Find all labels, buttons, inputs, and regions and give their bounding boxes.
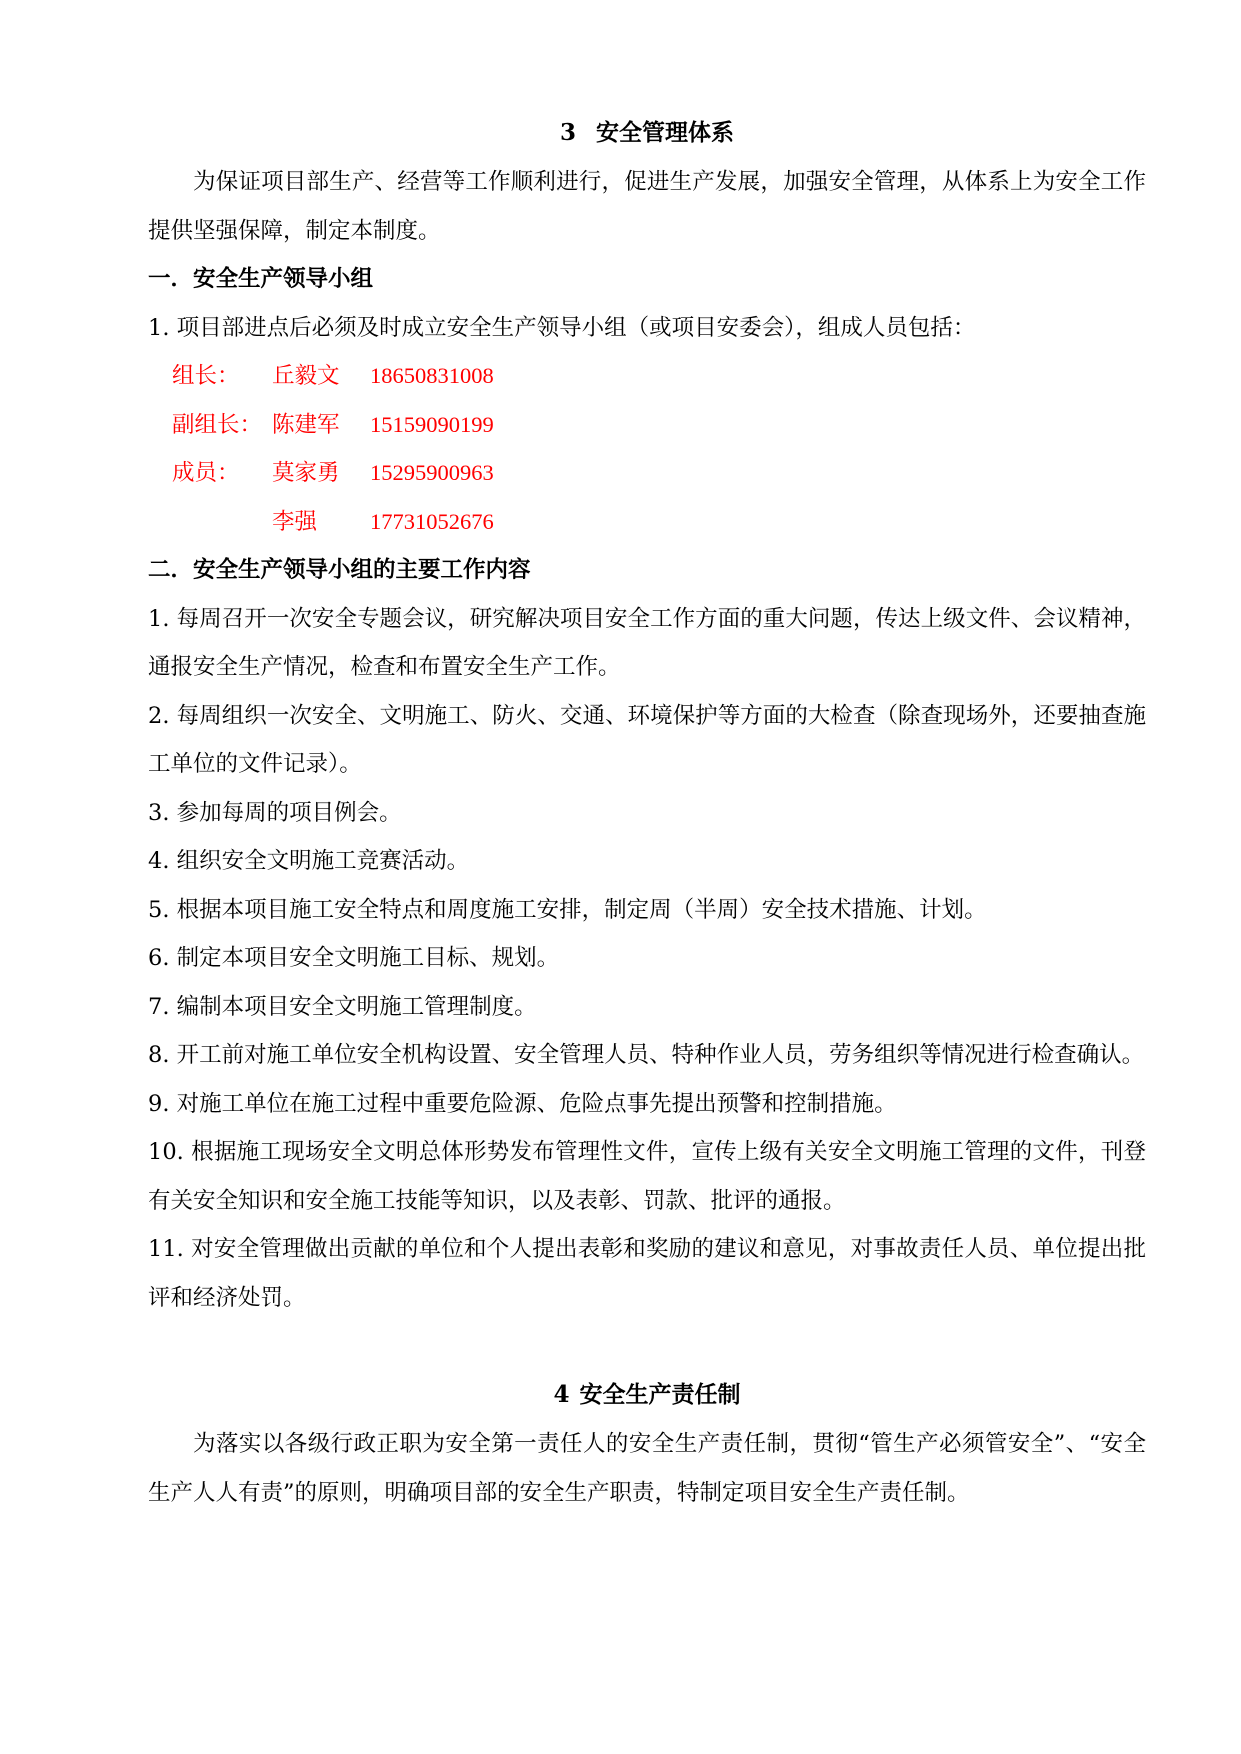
member-row: [148, 449, 1146, 498]
leadership-item-1: 1. 项目部进点后必须及时成立安全生产领导小组（或项目安委会），组成人员包括：: [148, 314, 976, 341]
member-phone: 15295900963: [370, 460, 494, 485]
member-phone: 18650831008: [370, 363, 494, 388]
section-4-number: 4: [553, 1381, 570, 1408]
section-4-intro: 为落实以各级行政正职为安全第一责任人的安全生产责任制，贯彻“管生产必须管安全”、“安全生产人人有责”的原则，明确项目部的安全生产职责，特制定项目安全生产责任制。: [148, 1431, 1146, 1506]
member-role: 副组长：: [172, 411, 263, 438]
duty-item-2: 2. 每周组织一次安全、文明施工、防火、交通、环境保护等方面的大检查（除查现场外，还要抽查施工单位的文件记录）。: [148, 702, 1146, 777]
section-3-title: [148, 108, 1146, 158]
section-4-title-text: 安全生产责任制: [579, 1381, 741, 1408]
duty-item-3: 3. 参加每周的项目例会。: [148, 799, 402, 826]
duty-item-9: 9. 对施工单位在施工过程中重要危险源、危险点事先提出预警和控制措施。: [148, 1090, 897, 1117]
member-role: 成员：: [172, 460, 240, 486]
heading-leadership-group: 一．安全生产领导小组: [148, 266, 374, 292]
duty-item-4: 4. 组织安全文明施工竞赛活动。: [148, 848, 470, 874]
member-name: 陈建军: [272, 411, 340, 438]
member-phone: 15159090199: [370, 411, 494, 437]
duty-item-7: 7. 编制本项目安全文明施工管理制度。: [148, 993, 537, 1020]
member-name: 丘毅文: [272, 363, 340, 389]
member-list: [148, 352, 1146, 546]
duty-item-10: 10. 根据施工现场安全文明总体形势发布管理性文件，宣传上级有关安全文明施工管理的文件，刊登有关安全知识和安全施工技能等知识，以及表彰、罚款、批评的通报。: [148, 1139, 1146, 1214]
member-name: 李强: [272, 508, 318, 535]
member-name: 莫家勇: [272, 460, 340, 486]
duty-item-5: 5. 根据本项目施工安全特点和周度施工安排，制定周（半周）安全技术措施、计划。: [148, 896, 987, 923]
section-3-intro: 为保证项目部生产、经营等工作顺利进行，促进生产发展，加强安全管理，从体系上为安全工作提供坚强保障，制定本制度。: [148, 169, 1146, 244]
heading-main-duties: 二．安全生产领导小组的主要工作内容: [148, 557, 531, 583]
member-row: [148, 498, 1146, 547]
duty-item-1: 1. 每周召开一次安全专题会议，研究解决项目安全工作方面的重大问题，传达上级文件、会议精神，通报安全生产情况，检查和布置安全生产工作。: [148, 605, 1146, 680]
section-3-number: 3: [559, 119, 576, 146]
duty-item-6: 6. 制定本项目安全文明施工目标、规划。: [148, 945, 560, 971]
duty-item-8: 8. 开工前对施工单位安全机构设置、安全管理人员、特种作业人员，劳务组织等情况进行检查确认。: [148, 1042, 1145, 1068]
section-spacer: [148, 1322, 1146, 1370]
duty-item-11: 11. 对安全管理做出贡献的单位和个人提出表彰和奖励的建议和意见，对事故责任人员、单位提出批评和经济处罚。: [148, 1236, 1146, 1311]
member-row: [148, 401, 1146, 450]
member-row: [148, 352, 1146, 401]
document-content: [148, 108, 1146, 1517]
member-phone: 17731052676: [370, 508, 494, 534]
section-4-title: [148, 1370, 1146, 1420]
section-3-title-text: 安全管理体系: [596, 119, 734, 146]
member-role: 组长：: [172, 363, 240, 389]
